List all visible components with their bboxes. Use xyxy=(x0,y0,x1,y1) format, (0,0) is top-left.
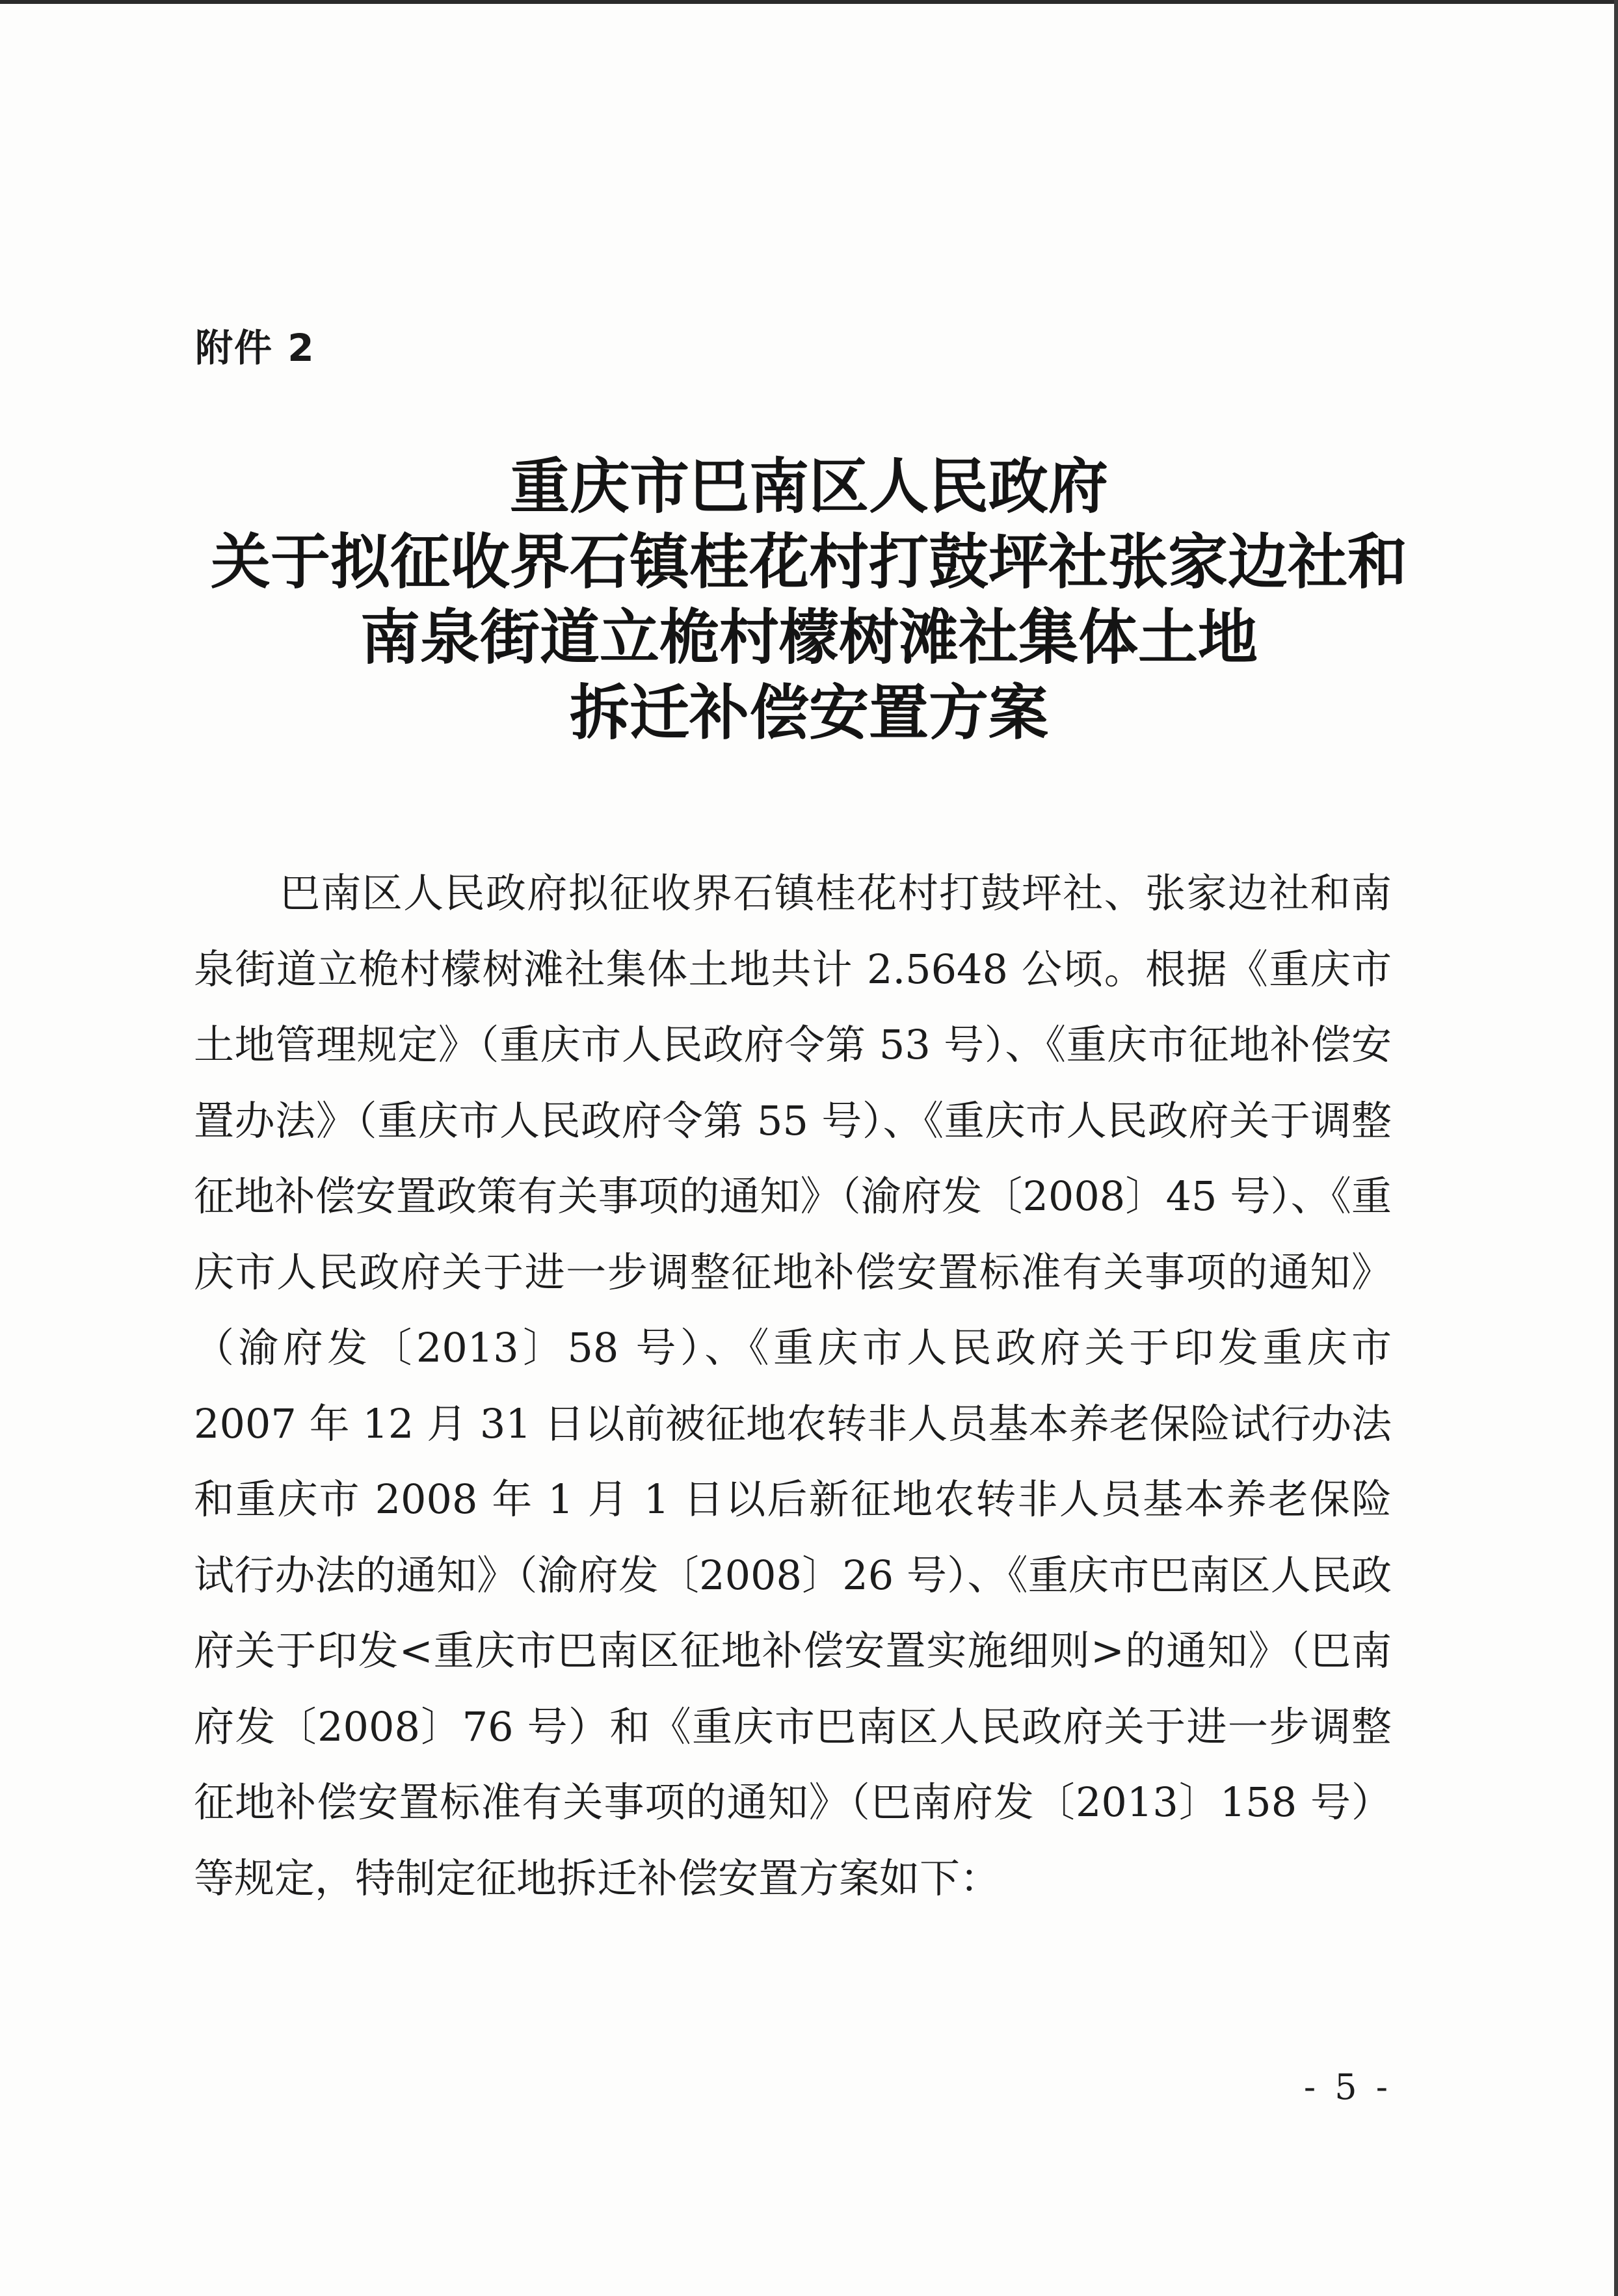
scan-border-right xyxy=(1614,0,1618,2296)
body-paragraph: 巴南区人民政府拟征收界石镇桂花村打鼓坪社、张家边社和南泉街道立桅村檬树滩社集体土地共计 2.5648 公顷。根据《重庆市土地管理规定》（重庆市人民政府令第 53 号）、《重庆市征地补偿安置办法》（重庆市人民政府令第 55 号）、《重庆市人民政府关于调整征地补偿安置政策有关事项的通知》（渝府发〔2008〕45 号）、《重庆市人民政府关于进一步调整征地补偿安置标准有关事项的通知》（渝府发〔2013〕58 号）、《重庆市人民政府关于印发重庆市 2007 年 12 月 31 日以前被征地农转非人员基本养老保险试行办法和重庆市 2008 年 1 月 1 日以后新征地农转非人员基本养老保险试行办法的通知》（渝府发〔2008〕26 号）、《重庆市巴南区人民政府关于印发<重庆市巴南区征地补偿安置实施细则>的通知》（巴南府发〔2008〕76 号）和《重庆市巴南区人民政府关于进一步调整征地补偿安置标准有关事项的通知》（巴南府发〔2013〕158 号）等规定，特制定征地拆迁补偿安置方案如下： xyxy=(194,869,1392,1902)
title-line-4: 拆迁补偿安置方案 xyxy=(569,678,1048,748)
scan-border-top xyxy=(0,0,1618,4)
attachment-label: 附件 2 xyxy=(195,326,315,370)
title-line-3: 南泉街道立桅村檬树滩社集体土地 xyxy=(360,602,1258,672)
page-number: - 5 - xyxy=(1303,2066,1392,2107)
title-line-1: 重庆市巴南区人民政府 xyxy=(509,451,1108,521)
document-title xyxy=(117,449,1501,750)
title-line-2: 关于拟征收界石镇桂花村打鼓坪社张家边社和 xyxy=(210,527,1407,597)
